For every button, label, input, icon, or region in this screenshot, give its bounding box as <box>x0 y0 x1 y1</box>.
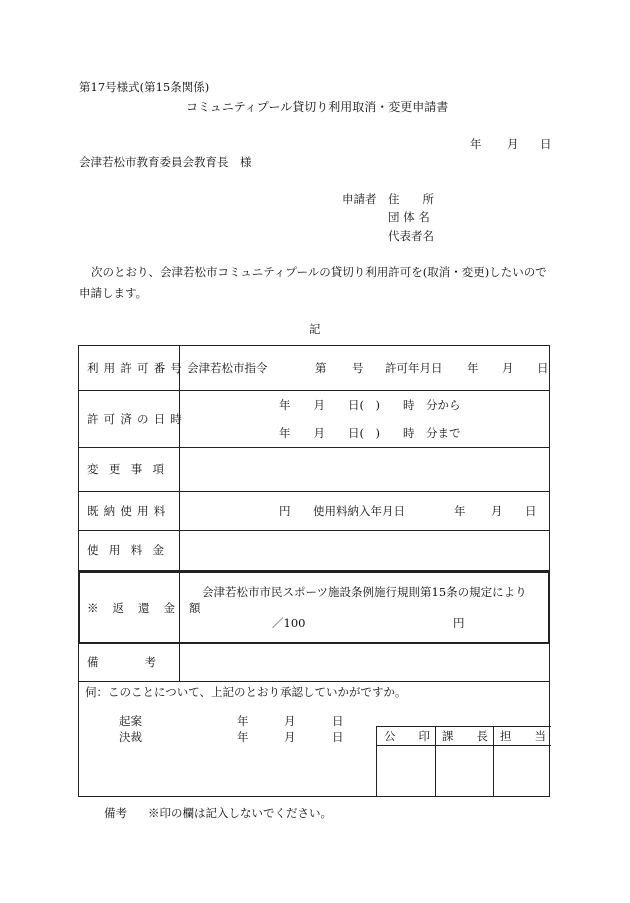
paid-fee-yen: 円 <box>279 504 291 518</box>
applicant-address-label: 住 所 <box>388 192 434 206</box>
usage-fee-label: 使用料金 <box>87 543 175 557</box>
row-permitted-datetime <box>79 391 549 448</box>
decided-year: 年 <box>237 730 249 744</box>
refund-rule: 会津若松市市民スポーツ施設条例施行規則第15条の規定により <box>202 585 527 599</box>
permit-number-go: 号 <box>352 361 364 375</box>
date-day: 日 <box>540 137 552 151</box>
row-paid-fee <box>79 492 549 531</box>
footer-note: ※印の欄は記入しないでください。 <box>148 806 332 820</box>
permitted-datetime-label: 許可済の日時 <box>87 412 188 426</box>
paid-date-day: 日 <box>525 504 537 518</box>
document-title: コミュニティプール貸切り利用取消・変更申請書 <box>186 100 449 114</box>
form-number: 第17号様式(第15条関係) <box>79 80 210 94</box>
permit-number-label: 利用許可番号 <box>87 361 188 375</box>
row-change-items <box>79 448 549 492</box>
drafted-day: 日 <box>332 714 344 728</box>
application-table <box>78 345 550 797</box>
stamp-column-divider <box>493 727 494 796</box>
footer-remarks-label: 備考 <box>104 806 127 820</box>
permit-date-day: 日 <box>537 361 549 375</box>
date-month: 月 <box>507 137 519 151</box>
approval-stamp-box <box>376 726 551 796</box>
permit-date-month: 月 <box>502 361 514 375</box>
permit-date-label: 許可年月日 <box>385 361 443 375</box>
applicant-representative-label: 代表者名 <box>388 229 434 243</box>
stamp-header-seal: 公 印 <box>384 729 430 743</box>
permit-number-prefix: 会津若松市指令 <box>187 361 268 375</box>
change-items-label: 変更事項 <box>87 462 175 476</box>
approval-question: 伺：このことについて、上記のとおり承認していかがですか。 <box>85 685 407 699</box>
permitted-datetime-from: 年 月 日( ) 時 分から <box>279 398 461 412</box>
refund-ratio: ／100 <box>272 616 306 630</box>
decided-day: 日 <box>332 730 344 744</box>
stamp-header-staff: 担 当 <box>500 729 546 743</box>
refund-label: ※ 返 還 金 額 <box>87 601 206 615</box>
paid-date-year: 年 <box>454 504 466 518</box>
drafted-year: 年 <box>237 714 249 728</box>
body-text-line1: 次のとおり、会津若松市コミュニティプールの貸切り利用許可を(取消・変更)したいので <box>91 265 547 279</box>
permit-number-dai: 第 <box>315 361 327 375</box>
paid-date-label: 使用料納入年月日 <box>313 504 405 518</box>
date-year: 年 <box>470 137 482 151</box>
drafted-label: 起案 <box>119 714 142 728</box>
stamp-header-section-chief: 課 長 <box>442 729 488 743</box>
row-remarks <box>79 644 549 682</box>
permit-date-year: 年 <box>467 361 479 375</box>
applicant-label: 申請者 <box>342 192 377 206</box>
drafted-month: 月 <box>284 714 296 728</box>
decided-month: 月 <box>284 730 296 744</box>
addressee: 会津若松市教育委員会教育長 様 <box>79 155 252 169</box>
applicant-group-label: 団 体 名 <box>388 210 430 224</box>
paid-fee-label: 既納使用料 <box>87 504 171 518</box>
paid-date-month: 月 <box>491 504 503 518</box>
row-permit-number <box>79 346 549 391</box>
row-refund <box>78 571 550 644</box>
row-usage-fee <box>79 531 549 571</box>
decided-label: 決裁 <box>119 730 142 744</box>
body-text-line2: 申請します。 <box>79 286 148 300</box>
refund-yen: 円 <box>453 616 465 630</box>
remarks-label: 備 考 <box>87 655 156 669</box>
stamp-column-divider <box>435 727 436 796</box>
ki-heading: 記 <box>309 322 321 336</box>
permitted-datetime-to: 年 月 日( ) 時 分まで <box>279 426 461 440</box>
